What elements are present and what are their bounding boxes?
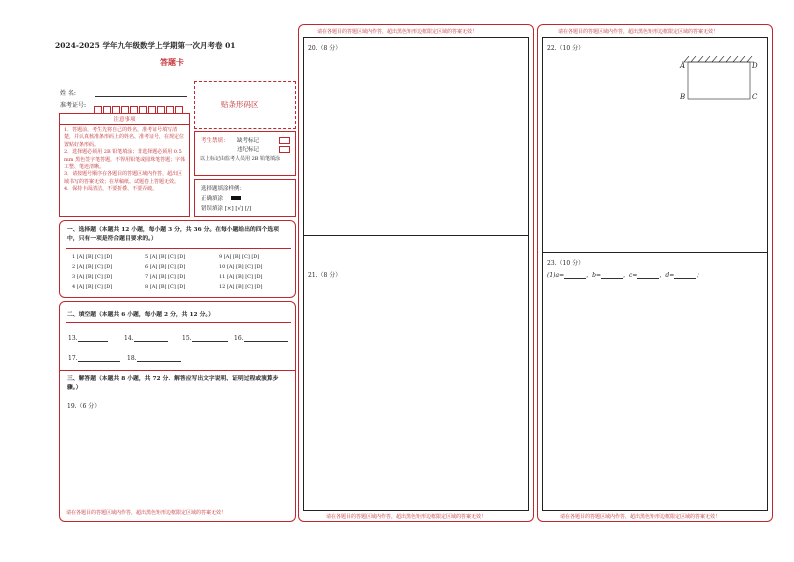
fill-example-title: 选择题填涂样例： [201, 186, 246, 192]
page-title: 2024-2025 学年九年级数学上学期第一次月考卷 01 [55, 41, 236, 50]
name-label: 姓 名: [60, 90, 76, 97]
figure-label-b: B [680, 93, 686, 101]
q23-answer-line[interactable]: (1)a= ，b= ，c= ，d= ； [547, 272, 703, 279]
violation-label: 违纪标记 [237, 147, 260, 153]
prohibit-label: 考生禁填： [201, 138, 229, 144]
blank-14[interactable]: 14. [124, 335, 168, 342]
blank-17[interactable]: 17. [68, 355, 120, 362]
choice-q11[interactable]: 11 [A] [B] [C] [D] [219, 274, 263, 280]
page-subtitle: 答题卡 [160, 57, 184, 67]
section1-title: 一、选择题（本题共 12 小题，每小题 3 分，共 36 分。在每小题给出的四个选项中，只有一项是符合题目要求的。） [67, 227, 279, 242]
figure-label-c: C [752, 93, 758, 101]
absent-label: 缺考标记 [237, 138, 260, 144]
fill-wrong-label: 错误填涂 [×] [√] [/] [201, 206, 252, 212]
choice-q4[interactable]: 4 [A] [B] [C] [D] [72, 284, 113, 290]
fill-correct-label: 正确填涂 [201, 196, 224, 202]
choice-q6[interactable]: 6 [A] [B] [C] [D] [145, 264, 186, 270]
warning-col3-bottom: 请在各题目的答题区域内作答，超出黑色矩形边框限定区域的答案无效！ [560, 514, 721, 520]
section-choice [59, 220, 296, 298]
col3-answer-frame [542, 37, 768, 511]
blank-13[interactable]: 13. [68, 335, 108, 342]
fill-example-box [194, 179, 296, 217]
id-label: 准考证号: [60, 102, 87, 109]
q22-answer-area[interactable] [543, 110, 767, 252]
prohibit-note: 以上标记由监考人员用 2B 铅笔填涂 [200, 156, 281, 162]
figure-label-d: D [752, 62, 758, 70]
prohibit-box [194, 131, 296, 176]
blank-16[interactable]: 16. [234, 335, 288, 342]
q23-answer-area[interactable] [543, 282, 767, 510]
q21-label: 21.（8 分） [308, 272, 342, 279]
barcode-label: 贴条形码区 [221, 100, 259, 109]
choice-q12[interactable]: 12 [A] [B] [C] [D] [219, 284, 263, 290]
choice-q2[interactable]: 2 [A] [B] [C] [D] [72, 264, 113, 270]
q19-answer-area[interactable] [66, 410, 291, 508]
choice-q10[interactable]: 10 [A] [B] [C] [D] [219, 264, 263, 270]
blank-18[interactable]: 18. [127, 355, 181, 362]
q21-answer-area[interactable] [304, 279, 528, 509]
section2-title: 二、填空题（本题共 6 小题，每小题 2 分，共 12 分。） [67, 312, 215, 318]
notice-box [59, 113, 190, 217]
q22-label: 22.（10 分） [547, 45, 585, 52]
warning-col2-top: 请在各题目的答题区域内作答，超出黑色矩形边框限定区域的答案无效！ [317, 29, 478, 35]
barcode-area [194, 81, 296, 129]
choice-q5[interactable]: 5 [A] [B] [C] [D] [145, 254, 186, 260]
choice-q3[interactable]: 3 [A] [B] [C] [D] [72, 274, 113, 280]
violation-box[interactable] [279, 146, 290, 153]
notice-item: 3．请按题号顺序在各题目的答题区域内作答，超出区域书写的答案无效；在草稿纸、试题卷上答题无效。 [64, 171, 183, 185]
q19-label: 19.（6 分） [67, 403, 101, 410]
choice-q9[interactable]: 9 [A] [B] [C] [D] [219, 254, 260, 260]
warning-col1: 请在各题目的答题区域内作答，超出黑色矩形边框限定区域的答案无效！ [66, 510, 227, 516]
choice-q8[interactable]: 8 [A] [B] [C] [D] [145, 284, 186, 290]
section3-title: 三、解答题（本题共 8 小题，共 72 分．解答应写出文字说明、证明过程或演算步骤。） [67, 376, 279, 391]
rectangle-figure [676, 56, 760, 108]
warning-col2-bottom: 请在各题目的答题区域内作答，超出黑色矩形边框限定区域的答案无效！ [326, 514, 487, 520]
section-answers-col1 [59, 301, 296, 522]
blank-15[interactable]: 15. [182, 335, 228, 342]
col2-answer-frame [303, 37, 529, 511]
name-field[interactable] [95, 96, 187, 97]
choice-q7[interactable]: 7 [A] [B] [C] [D] [145, 274, 186, 280]
q23-label: 23.（10 分） [547, 260, 585, 267]
figure-label-a: A [680, 62, 686, 70]
notice-item: 1．答题前，考生先将自己的姓名，准考证号填写清楚，并认真核准条形码上的姓名、准考证号，在规定位置贴好条形码。 [64, 127, 185, 148]
column-3-frame [537, 24, 773, 522]
q20-label: 20.（8 分） [308, 45, 342, 52]
choice-q1[interactable]: 1 [A] [B] [C] [D] [72, 254, 113, 260]
column-2-frame [298, 24, 534, 522]
q20-answer-area[interactable] [304, 52, 528, 235]
warning-col3-top: 请在各题目的答题区域内作答，超出黑色矩形边框限定区域的答案无效！ [558, 29, 719, 35]
absent-box[interactable] [279, 137, 290, 144]
notice-title: 注意事项 [60, 115, 189, 125]
notice-item: 2．选择题必须用 2B 铅笔填涂；非选择题必须用 0.5 mm 黑色签字笔答题，不得用铅笔或圆珠笔答题；字体工整、笔迹清晰。 [64, 149, 186, 171]
filled-mark-sample [231, 196, 241, 200]
notice-item: 4．保持卡面清洁，不要折叠、不要弄破。 [64, 186, 158, 193]
